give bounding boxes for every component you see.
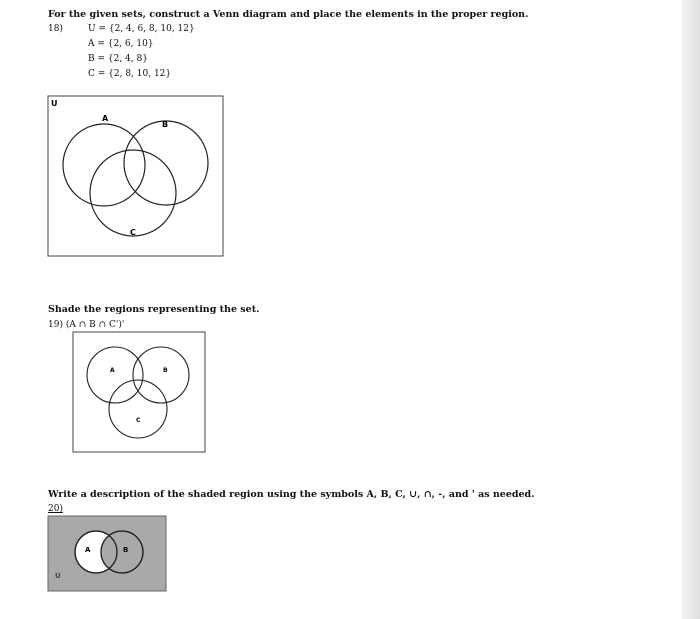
q18-label-c: C [130,228,136,237]
q20-number: 20) [48,504,63,514]
q20-instruction: Write a description of the shaded region using the symbols A, B, C, ∪, ∩, -, and ' as needed. [48,489,535,500]
q18-number: 18) [48,24,63,34]
q18-label-a: A [102,114,109,123]
q18-set-c: C = {2, 8, 10, 12} [88,69,172,79]
q19-instruction: Shade the regions representing the set. [48,304,260,315]
q18-universe-label: U [51,99,58,108]
q19-label-b: B [163,367,168,374]
q19-prompt: 19) (A ∩ B ∩ C')' [48,320,125,330]
q18-label-b: B [162,120,169,129]
q18-set-u: U = {2, 4, 6, 8, 10, 12} [88,24,195,34]
q20-universe-label: U [55,572,61,580]
q19-label-c: C [136,417,141,424]
q20-label-b: B [123,546,129,554]
q18-instruction: For the given sets, construct a Venn diagram and place the elements in the proper region. [48,9,529,20]
q20-label-a: A [85,546,91,554]
q18-set-b: B = {2, 4, 8} [88,54,148,64]
q19-label-a: A [110,367,115,374]
q18-set-a: A = {2, 6, 10} [88,39,154,49]
